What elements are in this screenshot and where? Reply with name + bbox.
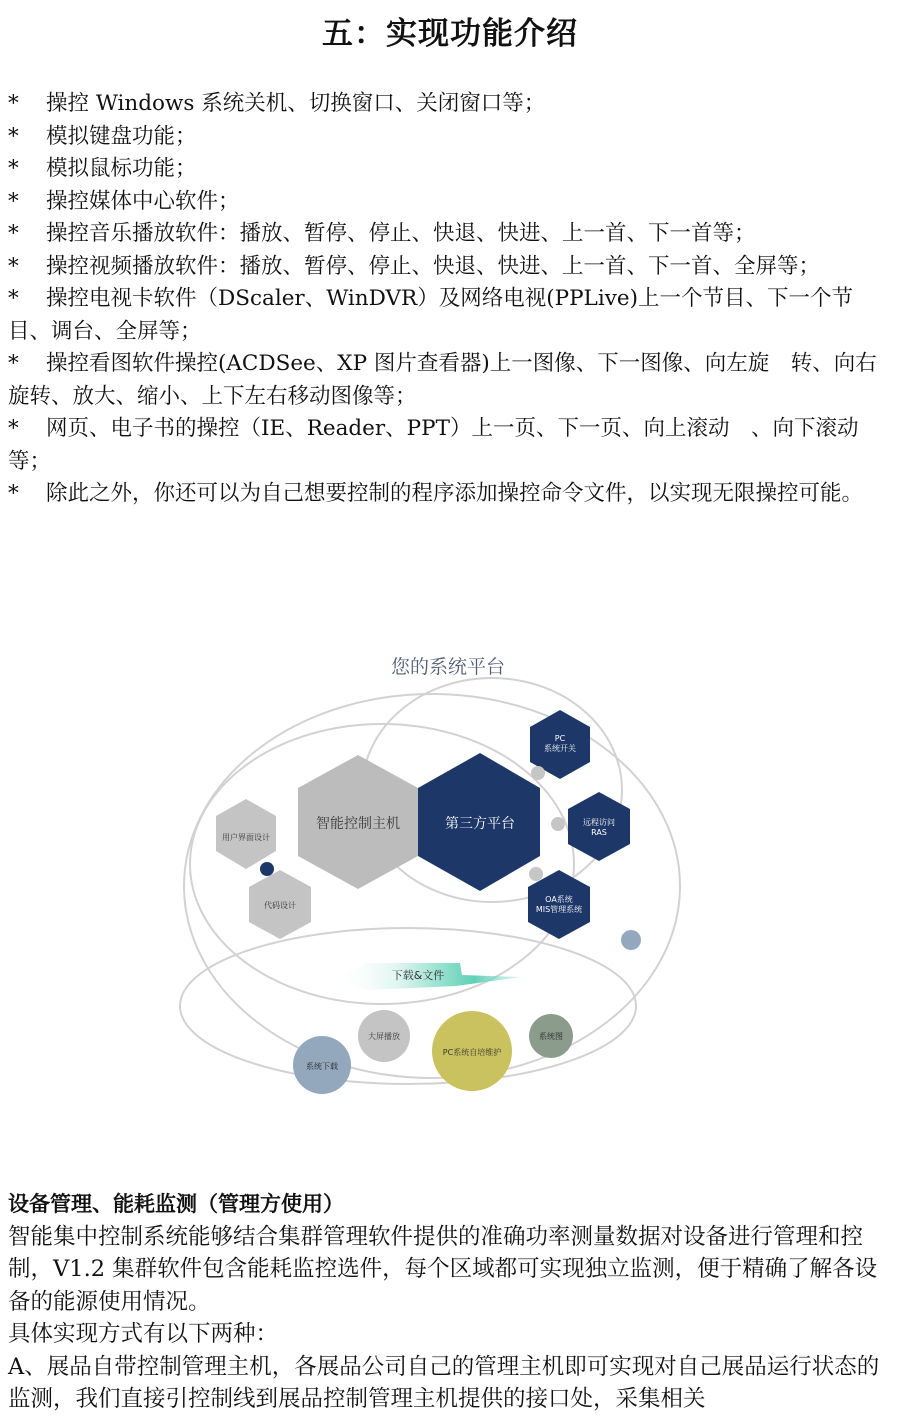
bullet-star: * xyxy=(8,351,19,376)
bullet-star: * xyxy=(8,221,19,246)
dot-navy xyxy=(260,862,274,876)
list-item-text: 操控看图软件操控(ACDSee、XP 图片查看器)上一图像、下一图像、向左旋 转、向右旋转、放大、缩小、上下左右移动图像等； xyxy=(8,351,877,409)
section-paragraph-3: A、展品自带控制管理主机，各展品公司自己的管理主机即可实现对自己展品运行状态的监测，我们直接引控制线到展品控制管理主机提供的接口处，采集相关 xyxy=(8,1353,880,1412)
list-item xyxy=(8,348,884,413)
list-item-text: 模拟鼠标功能； xyxy=(46,156,197,181)
list-item-text: 操控音乐播放软件：播放、暂停、停止、快退、快进、上一首、下一首等； xyxy=(46,221,756,246)
big-screen-node xyxy=(358,1010,410,1062)
third-party-node xyxy=(418,753,540,891)
download-files-label: 下载&文件 xyxy=(391,969,445,982)
list-item-text: 模拟键盘功能； xyxy=(46,123,197,149)
oa-system-label-line1: OA系统 xyxy=(545,895,573,904)
download-files-banner xyxy=(332,963,522,990)
bullet-star: * xyxy=(8,156,19,181)
list-item xyxy=(8,121,884,154)
list-item xyxy=(8,88,884,121)
ui-design-label: 用户界面设计 xyxy=(222,833,270,842)
pc-maintain-label: PC系统自培维护 xyxy=(442,1048,502,1057)
big-screen-label: 大屏播放 xyxy=(368,1032,400,1041)
list-item xyxy=(8,218,884,251)
dot-steel xyxy=(621,930,641,950)
dot-gray-2 xyxy=(551,817,565,831)
list-item-text: 操控 Windows 系统关机、切换窗口、关闭窗口等； xyxy=(46,91,546,116)
oa-system-label-line2: MIS管理系统 xyxy=(535,905,583,914)
system-map-label: 系统图 xyxy=(539,1032,563,1041)
smart-host-label: 智能控制主机 xyxy=(316,816,400,832)
ui-design-node xyxy=(216,799,276,869)
dot-gray-3 xyxy=(529,867,543,881)
bullet-star: * xyxy=(8,91,19,116)
list-item-text: 除此之外，你还可以为自己想要控制的程序添加操控命令文件，以实现无限操控可能。 xyxy=(46,481,864,506)
pc-switch-label-line2: 系统开关 xyxy=(544,744,576,753)
bullet-star: * xyxy=(8,416,19,441)
code-design-label: 代码设计 xyxy=(264,901,296,910)
energy-monitor-section xyxy=(8,1188,888,1416)
third-party-label: 第三方平台 xyxy=(445,816,515,832)
bullet-star: * xyxy=(8,481,19,506)
list-item-text: 操控电视卡软件（DScaler、WinDVR）及网络电视(PPLive)上一个节目、下一个节目、调台、全屏等； xyxy=(8,286,853,344)
pc-maintain-node xyxy=(432,1011,512,1091)
system-download-label: 系统下载 xyxy=(306,1062,338,1071)
section-paragraph-2: 具体实现方式有以下两种： xyxy=(8,1321,279,1347)
lower-orbit xyxy=(180,928,636,1084)
list-item xyxy=(8,283,884,348)
list-item-text: 操控视频播放软件：播放、暂停、停止、快退、快进、上一首、下一首、全屏等； xyxy=(46,253,821,279)
bullet-star: * xyxy=(8,253,19,279)
list-item xyxy=(8,251,884,284)
pc-switch-label-line1: PC xyxy=(554,734,566,743)
page-title: 五：实现功能介绍 xyxy=(322,16,578,52)
diagram-title: 您的系统平台 xyxy=(390,656,506,678)
list-item xyxy=(8,478,884,511)
orbit-lines xyxy=(180,678,680,1084)
system-map-node xyxy=(529,1014,573,1058)
system-download-node xyxy=(293,1036,351,1094)
bullet-star: * xyxy=(8,123,19,149)
list-item-text: 操控媒体中心软件； xyxy=(46,188,240,214)
remote-access-label-line1: 远程访问 xyxy=(583,818,615,827)
feature-list xyxy=(8,88,884,511)
bullet-star: * xyxy=(8,188,19,214)
list-item xyxy=(8,413,884,478)
dot-gray-1 xyxy=(531,766,545,780)
remote-access-label-line2: RAS xyxy=(591,828,607,837)
list-item-text: 网页、电子书的操控（IE、Reader、PPT）上一页、下一页、向上滚动 、向下滚动等； xyxy=(8,416,859,474)
section-paragraph-1: 智能集中控制系统能够结合集群管理软件提供的准确功率测量数据对设备进行管理和控制，V1.2 集群软件包含能耗监控选件，每个区域都可实现独立监测，便于精确了解各设备的能源使用情况。 xyxy=(8,1223,878,1315)
section-heading: 设备管理、能耗监测（管理方使用） xyxy=(8,1192,344,1216)
list-item xyxy=(8,186,884,219)
system-platform-diagram xyxy=(170,640,690,1110)
code-design-node xyxy=(249,870,311,939)
bullet-star: * xyxy=(8,286,19,311)
list-item xyxy=(8,153,884,186)
